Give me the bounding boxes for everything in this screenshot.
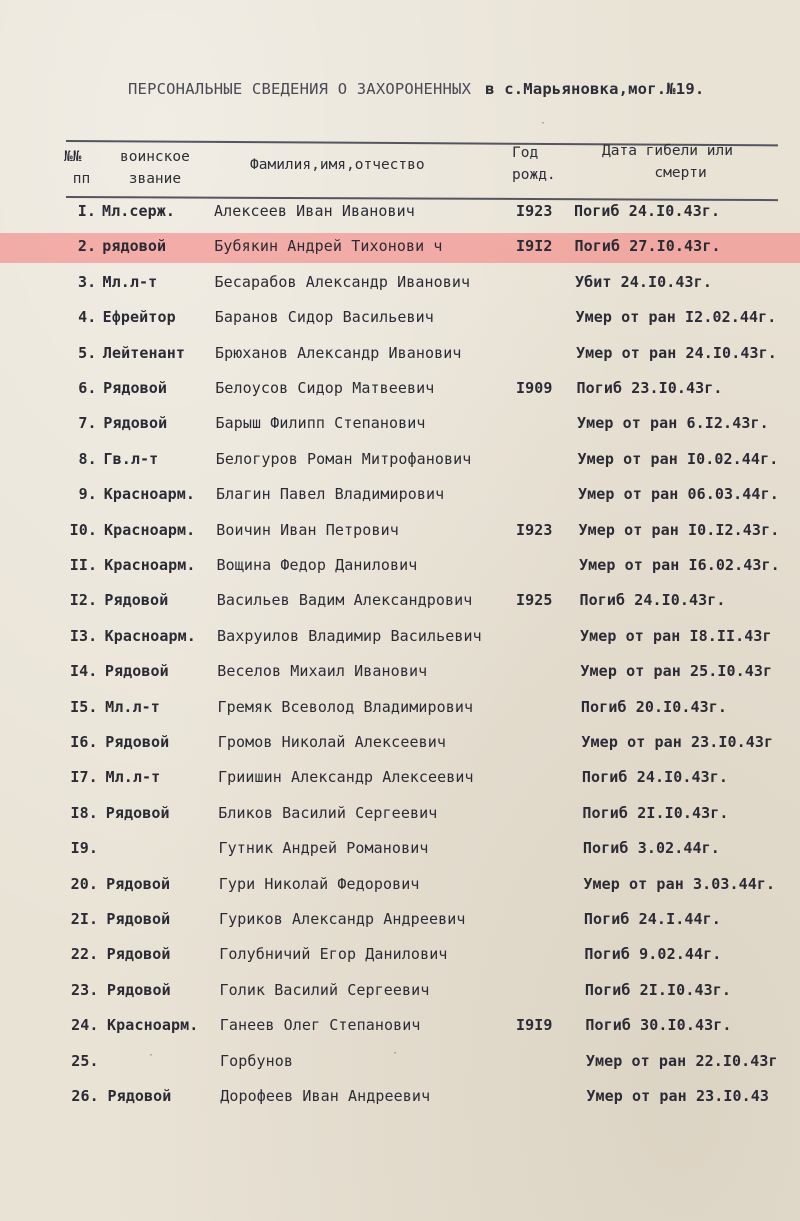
row-full-name: Веселов Михаил Иванович xyxy=(217,662,428,680)
row-birth-year: I9I2 xyxy=(516,237,553,255)
table-row xyxy=(0,587,800,617)
row-rank: Рядовой xyxy=(106,910,171,928)
row-birth-year: I923 xyxy=(516,521,553,539)
title-location: в с.Марьяновка,мог.№19. xyxy=(485,80,705,98)
row-full-name: Горбунов xyxy=(219,1052,293,1070)
row-full-name: Голик Василий Сергеевич xyxy=(219,981,430,999)
header-birth-year: Год рожд. xyxy=(512,145,556,183)
row-full-name: Ганеев Олег Степанович xyxy=(219,1016,421,1034)
header-number: №№ пп xyxy=(64,149,91,187)
row-number: 7. xyxy=(78,414,97,432)
row-full-name: Гриишин Александр Алексеевич xyxy=(217,768,474,786)
table-row xyxy=(0,835,800,865)
row-full-name: Бубякин Андрей Тихонови ч xyxy=(214,237,443,255)
row-rank: Рядовой xyxy=(105,733,170,751)
row-rank: Красноарм. xyxy=(103,521,196,539)
document-title xyxy=(128,80,704,98)
table-row xyxy=(0,1012,800,1042)
row-full-name: Гуриков Александр Андреевич xyxy=(218,910,466,928)
row-death-date: Умер от ран 3.03.44г. xyxy=(583,875,776,893)
row-number: 3. xyxy=(77,273,97,291)
row-death-date: Умер от ран 6.I2.43г. xyxy=(576,414,769,432)
row-death-date: Умер от ран 25.I0.43г xyxy=(580,662,773,680)
row-death-date: Умер от ран I0.02.44г. xyxy=(577,450,779,468)
row-full-name: Воичин Иван Петрович xyxy=(216,521,399,539)
table-row xyxy=(0,764,800,794)
row-rank: Рядовой xyxy=(103,379,168,397)
table-row xyxy=(0,941,800,971)
row-number: I. xyxy=(77,202,96,220)
row-rank: Рядовой xyxy=(106,945,171,963)
row-number: 2I. xyxy=(70,910,99,928)
row-full-name: Васильев Вадим Александрович xyxy=(216,591,473,609)
row-death-date: Погиб 30.I0.43г. xyxy=(585,1016,732,1034)
row-death-date: Погиб 24.I0.43г. xyxy=(579,591,726,609)
header-full-name: Фамилия,имя,отчество xyxy=(250,157,425,173)
row-death-date: Убит 24.I0.43г. xyxy=(574,273,712,291)
row-number: 22. xyxy=(70,945,99,963)
row-number: 25. xyxy=(71,1052,99,1070)
table-row xyxy=(0,446,800,476)
row-death-date: Умер от ран 23.I0.43 xyxy=(586,1087,769,1105)
row-number: I0. xyxy=(69,521,97,539)
row-rank: Лейтенант xyxy=(102,344,186,362)
row-birth-year: I9I9 xyxy=(516,1016,553,1034)
row-birth-year: I925 xyxy=(516,591,553,609)
table-row xyxy=(0,623,800,653)
row-number: I5. xyxy=(70,698,98,716)
row-full-name: Бликов Василий Сергеевич xyxy=(218,804,438,822)
row-number: I3. xyxy=(69,627,98,645)
row-number: II. xyxy=(69,556,98,574)
table-row xyxy=(0,198,800,228)
table-row xyxy=(0,1083,800,1113)
row-death-date: Погиб 20.I0.43г. xyxy=(580,698,728,716)
row-rank: Мл.л-т xyxy=(105,768,161,786)
row-rank: Рядовой xyxy=(107,1087,172,1105)
row-full-name: Белоусов Сидор Матвеевич xyxy=(215,379,435,397)
row-birth-year: I909 xyxy=(516,379,553,397)
row-death-date: Погиб 27.I0.43г. xyxy=(574,237,721,255)
row-rank: Мл.серж. xyxy=(102,202,176,220)
row-rank: рядовой xyxy=(102,237,167,255)
row-rank: Красноарм. xyxy=(103,485,196,503)
row-rank: Мл.л-т xyxy=(105,698,160,716)
row-number: 2. xyxy=(77,237,97,255)
row-number: I2. xyxy=(69,591,98,609)
row-death-date: Погиб 2I.I0.43г. xyxy=(584,981,731,999)
row-rank: Гв.л-т xyxy=(103,450,159,468)
row-number: 9. xyxy=(78,485,97,503)
row-full-name: Баранов Сидор Васильевич xyxy=(214,308,434,326)
row-full-name: Голубничий Егор Данилович xyxy=(219,945,448,963)
row-number: I4. xyxy=(70,662,98,680)
row-full-name: Барыш Филипп Степанович xyxy=(215,414,426,432)
row-death-date: Умер от ран 06.03.44г. xyxy=(577,485,779,503)
row-number: 24. xyxy=(71,1016,99,1034)
row-death-date: Погиб 24.I.44г. xyxy=(583,910,721,928)
row-rank: Мл.л-т xyxy=(102,273,158,291)
row-full-name: Бесарабов Александр Иванович xyxy=(214,273,471,291)
row-rank: Рядовой xyxy=(106,875,171,893)
paper-speck: · xyxy=(540,118,547,129)
paper-speck: · xyxy=(148,1050,155,1061)
row-full-name: Алексеев Иван Иванович xyxy=(214,202,415,220)
row-number: 23. xyxy=(71,981,99,999)
row-death-date: Умер от ран 24.I0.43г. xyxy=(575,344,777,362)
table-row xyxy=(0,410,800,440)
table-row xyxy=(0,694,800,724)
table-row xyxy=(0,800,800,830)
header-death-date: Дата гибели или смерти xyxy=(602,143,733,181)
row-death-date: Умер от ран 22.I0.43г xyxy=(585,1052,778,1070)
row-death-date: Погиб 9.02.44г. xyxy=(584,945,722,963)
row-death-date: Умер от ран I2.02.44г. xyxy=(575,308,777,326)
table-row xyxy=(0,729,800,759)
row-death-date: Умер от ран I0.I2.43г. xyxy=(578,521,780,539)
row-full-name: Гремяк Всеволод Владимирович xyxy=(217,698,474,716)
table-row xyxy=(0,481,800,511)
table-row xyxy=(0,340,800,370)
row-full-name: Гутник Андрей Романович xyxy=(218,839,429,857)
row-death-date: Умер от ран I6.02.43г. xyxy=(578,556,780,574)
row-number: 20. xyxy=(70,875,99,893)
row-rank: Рядовой xyxy=(103,414,168,432)
row-number: I7. xyxy=(70,768,98,786)
table-row xyxy=(0,552,800,582)
row-number: I6. xyxy=(70,733,98,751)
row-birth-year: I923 xyxy=(516,202,553,220)
row-rank: Красноарм. xyxy=(104,556,196,574)
row-full-name: Брюханов Александр Иванович xyxy=(214,344,462,362)
table-row xyxy=(0,1048,800,1078)
row-rank: Рядовой xyxy=(104,591,169,609)
table-row xyxy=(0,517,800,547)
row-rank: Рядовой xyxy=(106,981,171,999)
row-number: I9. xyxy=(70,839,98,857)
header-rank: воинское звание xyxy=(120,149,190,187)
row-rank: Рядовой xyxy=(105,804,170,822)
paper-speck: · xyxy=(392,1048,399,1059)
table-row xyxy=(0,269,800,299)
row-full-name: Вахруилов Владимир Васильевич xyxy=(216,627,482,645)
row-full-name: Гури Николай Федорович xyxy=(218,875,420,893)
row-death-date: Погиб 24.I0.43г. xyxy=(574,202,721,220)
table-row xyxy=(0,658,800,688)
row-death-date: Умер от ран I8.II.43г xyxy=(579,627,772,645)
row-full-name: Благин Павел Владимирович xyxy=(215,485,445,503)
table-row xyxy=(0,304,800,334)
row-death-date: Погиб 23.I0.43г. xyxy=(576,379,723,397)
title-main: ПЕРСОНАЛЬНЫЕ СВЕДЕНИЯ О ЗАХОРОНЕННЫХ xyxy=(128,80,472,98)
row-number: 8. xyxy=(78,450,97,468)
table-row xyxy=(0,233,800,263)
table-row xyxy=(0,375,800,405)
row-rank: Ефрейтор xyxy=(102,308,176,326)
row-number: I8. xyxy=(70,804,98,822)
row-full-name: Белогуров Роман Митрофанович xyxy=(215,450,472,468)
row-rank: Рядовой xyxy=(104,662,169,680)
row-full-name: Громов Николай Алексеевич xyxy=(217,733,446,751)
row-death-date: Погиб 24.I0.43г. xyxy=(581,768,728,786)
table-row xyxy=(0,871,800,901)
row-rank: Красноарм. xyxy=(104,627,196,645)
row-death-date: Погиб 3.02.44г. xyxy=(582,839,720,857)
row-number: 26. xyxy=(71,1087,99,1105)
row-number: 4. xyxy=(78,308,97,326)
row-number: 5. xyxy=(78,344,97,362)
row-number: 6. xyxy=(78,379,97,397)
row-full-name: Дорофеев Иван Андреевич xyxy=(220,1087,431,1105)
table-row xyxy=(0,906,800,936)
row-full-name: Вощина Федор Данилович xyxy=(216,556,418,574)
row-death-date: Умер от ран 23.I0.43г xyxy=(581,733,774,751)
table-row xyxy=(0,977,800,1007)
row-rank: Красноарм. xyxy=(107,1016,199,1034)
row-death-date: Погиб 2I.I0.43г. xyxy=(582,804,729,822)
